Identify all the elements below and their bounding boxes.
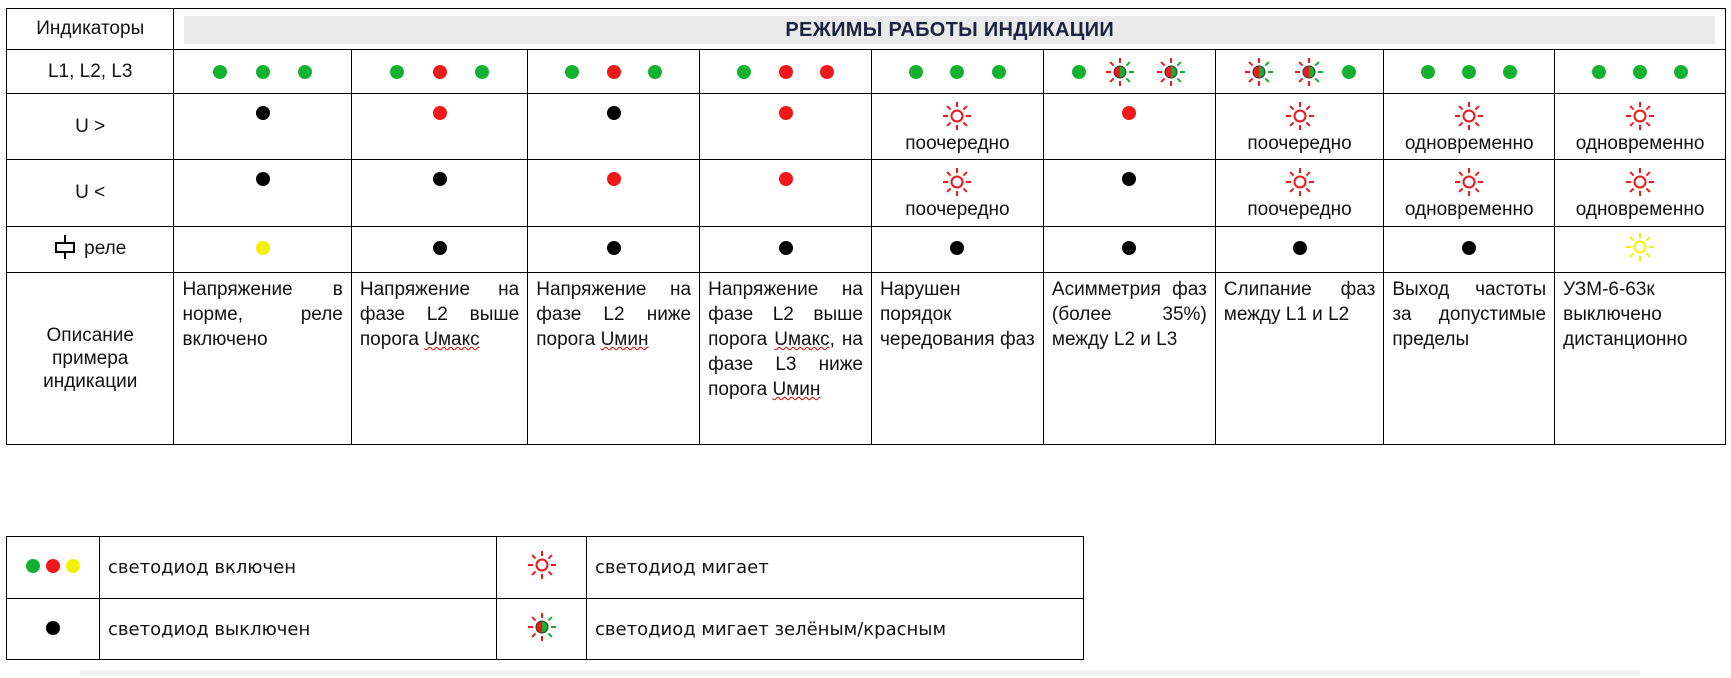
red-led-icon [779, 65, 793, 79]
green-led-icon [648, 65, 662, 79]
mode-9-phases [1555, 50, 1726, 94]
off-led-icon [1122, 172, 1136, 186]
off-led-icon [1462, 241, 1476, 255]
off-led-icon [779, 241, 793, 255]
mode-2-u-under [351, 160, 527, 227]
blinking-red-led-icon [526, 549, 558, 581]
relay-symbol-icon [54, 234, 76, 260]
u-over-row [7, 94, 1726, 160]
mode-1-u-under [174, 160, 351, 227]
mode-7-u-under [1215, 160, 1384, 227]
green-led-icon [256, 65, 270, 79]
blink-mode-note: поочередно [1247, 199, 1352, 220]
mode-2-u-over [351, 94, 527, 160]
blinking-green-red-led-icon [1293, 56, 1325, 88]
legend-blink-gr-icon-cell [497, 599, 587, 660]
green-led-icon [26, 559, 40, 573]
mode-9-u-over [1555, 94, 1726, 160]
mode-8-u-over [1384, 94, 1555, 160]
mode-1-u-over [174, 94, 351, 160]
green-led-icon [737, 65, 751, 79]
mode-6-u-over [1043, 94, 1215, 160]
mode-4-u-over [700, 94, 872, 160]
green-led-icon [1072, 65, 1086, 79]
mode-1-description: Напряжение в норме, реле включено [174, 273, 351, 445]
mode-6-phases [1043, 50, 1215, 94]
modes-header [174, 9, 1726, 50]
legend-off-text: светодиод выключен [100, 599, 497, 660]
blink-mode-note: одновременно [1404, 133, 1534, 154]
mode-5-relay [872, 227, 1044, 273]
description-fragment: , на фазе L3 ниже порога [708, 329, 863, 400]
yellow-led-icon [66, 559, 80, 573]
mode-5-description: Нарушен порядок чередования фаз [872, 273, 1044, 445]
green-led-icon [950, 65, 964, 79]
blink-mode-note: одновременно [1575, 133, 1705, 154]
blinking-green-red-led-icon [526, 611, 558, 643]
green-led-icon [1633, 65, 1647, 79]
red-led-icon [779, 172, 793, 186]
off-led-icon [433, 172, 447, 186]
legend-on-text: светодиод включен [100, 537, 497, 599]
blink-mode-note: одновременно [1575, 199, 1705, 220]
blinking-red-led-icon [1624, 100, 1656, 132]
mode-5-u-under [872, 160, 1044, 227]
red-led-icon [433, 65, 447, 79]
red-led-icon [46, 559, 60, 573]
off-led-icon [1122, 241, 1136, 255]
mode-6-description: Асимметрия фаз (более 35%) между L2 и L3 [1043, 273, 1215, 445]
blinking-red-led-icon [1284, 166, 1316, 198]
mode-5-phases [872, 50, 1044, 94]
off-led-icon [256, 172, 270, 186]
off-led-icon [950, 241, 964, 255]
blink-mode-note: поочередно [1247, 133, 1352, 154]
mode-8-phases [1384, 50, 1555, 94]
red-led-icon [779, 106, 793, 120]
description-fragment: Uмакс [424, 329, 480, 350]
page-footer-strip [80, 670, 1640, 676]
mode-3-relay [528, 227, 700, 273]
green-led-icon [992, 65, 1006, 79]
description-fragment: Напряжение на фазе L2 выше порога [708, 279, 863, 350]
off-led-icon [607, 241, 621, 255]
blink-mode-note: поочередно [905, 199, 1010, 220]
u-under-row [7, 160, 1726, 227]
relay-row [7, 227, 1726, 273]
mode-2-relay [351, 227, 527, 273]
description-fragment: Напряжение на фазе L2 выше порога [359, 279, 520, 350]
legend-row-1 [7, 537, 1084, 599]
legend-off-icon-cell [7, 599, 100, 660]
red-led-icon [607, 172, 621, 186]
green-led-icon [1342, 65, 1356, 79]
mode-7-relay [1215, 227, 1384, 273]
mode-3-phases [528, 50, 700, 94]
relay-label-cell [7, 227, 174, 273]
red-led-icon [433, 106, 447, 120]
indicators-header: Индикаторы [7, 9, 174, 50]
green-led-icon [1503, 65, 1517, 79]
mode-8-relay [1384, 227, 1555, 273]
legend-row-2 [7, 599, 1084, 660]
mode-4-phases [700, 50, 872, 94]
description-row [7, 273, 1726, 445]
legend-blink-gr-text: светодиод мигает зелёным/красным [587, 599, 1084, 660]
green-led-icon [390, 65, 404, 79]
relay-label: реле [84, 237, 127, 259]
mode-6-u-under [1043, 160, 1215, 227]
mode-5-u-over [872, 94, 1044, 160]
red-led-icon [1122, 106, 1136, 120]
blinking-red-led-icon [1284, 100, 1316, 132]
mode-8-u-under [1384, 160, 1555, 227]
green-led-icon [909, 65, 923, 79]
red-led-icon [820, 65, 834, 79]
blinking-red-led-icon [941, 166, 973, 198]
blinking-green-red-led-icon [1104, 56, 1136, 88]
blink-mode-note: одновременно [1404, 199, 1534, 220]
blinking-red-led-icon [941, 100, 973, 132]
description-fragment: Uмин [600, 329, 649, 350]
blink-mode-note: поочередно [905, 133, 1010, 154]
indication-modes-table [6, 8, 1726, 445]
blinking-green-red-led-icon [1155, 56, 1187, 88]
u-over-label: U > [7, 94, 174, 160]
phases-row [7, 50, 1726, 94]
mode-2-description [351, 273, 527, 445]
mode-6-relay [1043, 227, 1215, 273]
off-led-icon [1293, 241, 1307, 255]
mode-3-u-under [528, 160, 700, 227]
legend-on-icons [7, 537, 100, 599]
off-led-icon [256, 106, 270, 120]
mode-9-description: УЗМ-6-63к выключено дистанционно [1555, 273, 1726, 445]
header-row [7, 9, 1726, 50]
blinking-yellow-led-icon [1624, 231, 1656, 263]
mode-7-phases [1215, 50, 1384, 94]
modes-title: РЕЖИМЫ РАБОТЫ ИНДИКАЦИИ [184, 16, 1715, 44]
green-led-icon [1592, 65, 1606, 79]
green-led-icon [298, 65, 312, 79]
mode-4-description [700, 273, 872, 445]
mode-3-u-over [528, 94, 700, 160]
yellow-led-icon [256, 241, 270, 255]
green-led-icon [1462, 65, 1476, 79]
legend-blink-text: светодиод мигает [587, 537, 1084, 599]
blinking-red-led-icon [1453, 166, 1485, 198]
mode-9-relay [1555, 227, 1726, 273]
description-fragment: Напряжение на фазе L2 ниже порога [536, 279, 692, 350]
mode-7-u-over [1215, 94, 1384, 160]
description-fragment: Uмакс [774, 329, 830, 350]
green-led-icon [475, 65, 489, 79]
u-under-label: U < [7, 160, 174, 227]
green-led-icon [565, 65, 579, 79]
blinking-red-led-icon [1453, 100, 1485, 132]
legend-blink-icon-cell [497, 537, 587, 599]
blinking-red-led-icon [1624, 166, 1656, 198]
green-led-icon [1674, 65, 1688, 79]
mode-1-phases [174, 50, 351, 94]
mode-7-description: Слипание фаз между L1 и L2 [1215, 273, 1384, 445]
description-fragment: Uмин [772, 379, 821, 400]
green-led-icon [213, 65, 227, 79]
mode-8-description: Выход частоты за допустимые пределы [1384, 273, 1555, 445]
off-led-icon [433, 241, 447, 255]
mode-3-description [528, 273, 700, 445]
mode-4-relay [700, 227, 872, 273]
green-led-icon [1421, 65, 1435, 79]
legend-table [6, 536, 1084, 660]
mode-2-phases [351, 50, 527, 94]
blinking-green-red-led-icon [1243, 56, 1275, 88]
description-label: Описание примера индикации [7, 273, 174, 445]
mode-1-relay [174, 227, 351, 273]
mode-9-u-under [1555, 160, 1726, 227]
phases-label: L1, L2, L3 [7, 50, 174, 94]
mode-4-u-under [700, 160, 872, 227]
off-led-icon [607, 106, 621, 120]
red-led-icon [607, 65, 621, 79]
off-led-icon [46, 621, 60, 635]
